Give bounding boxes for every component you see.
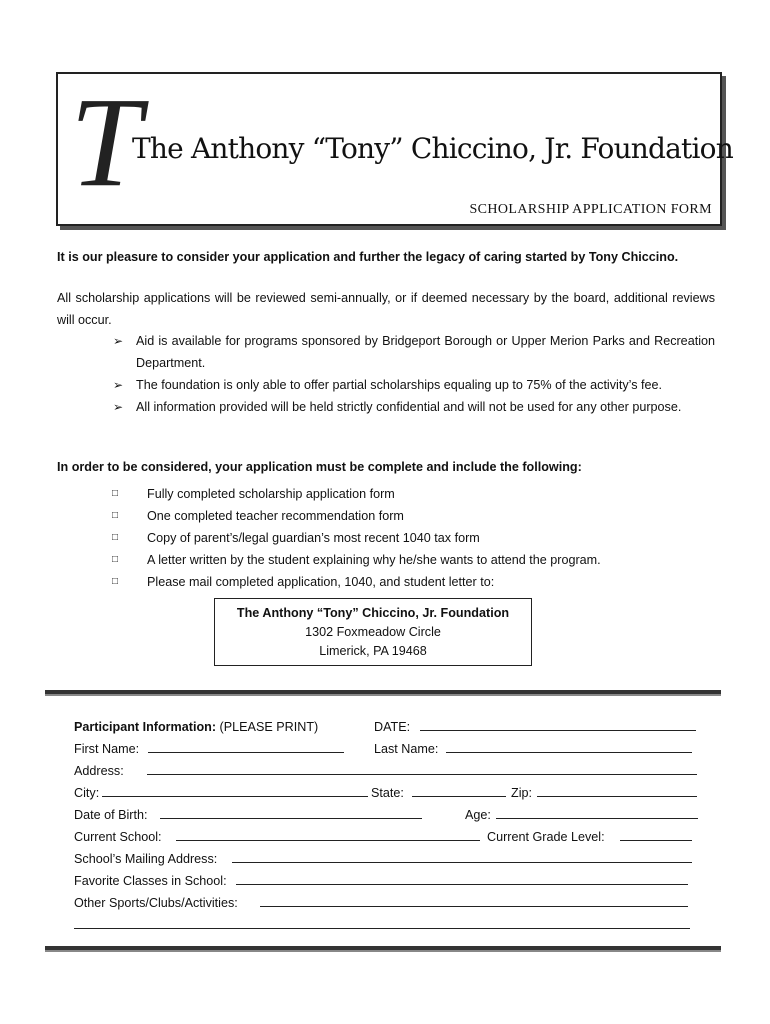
row-section-date xyxy=(74,716,704,738)
arrow-bullet-icon: ➢ xyxy=(113,334,124,348)
first-name-field[interactable] xyxy=(148,738,344,753)
decorative-initial: T xyxy=(70,71,142,213)
row-school-address xyxy=(74,848,704,870)
row-other-activities xyxy=(74,892,704,914)
current-school-field[interactable] xyxy=(176,826,480,841)
participant-form xyxy=(74,716,704,936)
zip-field[interactable] xyxy=(537,782,697,797)
row-favorite-classes xyxy=(74,870,704,892)
school-mailing-address-label: School’s Mailing Address: xyxy=(74,852,218,866)
address-name: The Anthony “Tony” Chiccino, Jr. Foundation xyxy=(236,606,510,620)
section-divider-top xyxy=(45,690,721,694)
grade-level-label: Current Grade Level: xyxy=(487,830,605,844)
favorite-classes-field[interactable] xyxy=(236,870,688,885)
section-note: (PLEASE PRINT) xyxy=(219,720,319,734)
row-names xyxy=(74,738,704,760)
checkbox-icon: □ xyxy=(112,554,119,565)
row-city-state-zip xyxy=(74,782,704,804)
section-divider-bottom xyxy=(45,946,721,950)
requirement-item: □ Copy of parent’s/legal guardian’s most recent 1040 tax form xyxy=(112,527,601,549)
address-field[interactable] xyxy=(147,760,697,775)
checkbox-icon: □ xyxy=(112,532,119,543)
requirement-item: □ A letter written by the student explaining why he/she wants to attend the program. xyxy=(112,549,601,571)
row-school xyxy=(74,826,704,848)
last-name-field[interactable] xyxy=(446,738,692,753)
address-street: 1302 Foxmeadow Circle xyxy=(305,625,441,639)
bullet-item: ➢ Aid is available for programs sponsored by Bridgeport Borough or Upper Merion Parks and Recreation Department. xyxy=(113,330,715,374)
current-school-label: Current School: xyxy=(74,830,162,844)
zip-label: Zip: xyxy=(511,786,532,800)
state-field[interactable] xyxy=(412,782,506,797)
state-label: State: xyxy=(371,786,404,800)
intro-text: It is our pleasure to consider your application and further the legacy of caring started by Tony Chiccino. xyxy=(57,250,679,264)
bullet-item: ➢ All information provided will be held strictly confidential and will not be used for any other purpose. xyxy=(113,396,715,418)
other-activities-field[interactable] xyxy=(260,892,688,907)
arrow-bullet-icon: ➢ xyxy=(113,400,124,414)
header-box xyxy=(56,71,733,226)
favorite-classes-label: Favorite Classes in School: xyxy=(74,874,227,888)
info-bullets xyxy=(113,330,715,418)
other-activities-label: Other Sports/Clubs/Activities: xyxy=(74,896,238,910)
requirement-item: □ Fully completed scholarship application form xyxy=(112,483,601,505)
first-name-label: First Name: xyxy=(74,742,140,756)
date-label: DATE: xyxy=(374,720,411,734)
review-paragraph: All scholarship applications will be reviewed semi-annually, or if deemed necessary by the board, additional reviews will occur. xyxy=(57,291,715,327)
row-dob-age xyxy=(74,804,704,826)
section-label: Participant Information: xyxy=(74,720,217,734)
dob-field[interactable] xyxy=(160,804,422,819)
foundation-title: The Anthony “Tony” Chiccino, Jr. Foundation xyxy=(132,132,733,165)
school-mailing-address-field[interactable] xyxy=(232,848,692,863)
checkbox-icon: □ xyxy=(112,576,119,587)
city-field[interactable] xyxy=(102,782,368,797)
dob-label: Date of Birth: xyxy=(74,808,148,822)
checkbox-icon: □ xyxy=(112,510,119,521)
row-address xyxy=(74,760,704,782)
row-extra-line xyxy=(74,914,704,936)
bullet-item: ➢ The foundation is only able to offer partial scholarships equaling up to 75% of the activity’s fee. xyxy=(113,374,715,396)
arrow-bullet-icon: ➢ xyxy=(113,378,124,392)
address-city: Limerick, PA 19468 xyxy=(319,644,427,658)
age-field[interactable] xyxy=(496,804,698,819)
form-label: SCHOLARSHIP APPLICATION FORM xyxy=(469,202,712,217)
address-label: Address: xyxy=(74,764,124,778)
age-label: Age: xyxy=(465,808,491,822)
requirement-item: □ One completed teacher recommendation form xyxy=(112,505,601,527)
date-field[interactable] xyxy=(420,716,696,731)
checkbox-icon: □ xyxy=(112,488,119,499)
city-label: City: xyxy=(74,786,100,800)
grade-level-field[interactable] xyxy=(620,826,692,841)
requirements-heading: In order to be considered, your application must be complete and include the following: xyxy=(57,460,582,474)
mailing-address-box xyxy=(214,598,532,666)
requirements-list xyxy=(112,483,601,593)
last-name-label: Last Name: xyxy=(374,742,439,756)
requirement-item: □ Please mail completed application, 1040, and student letter to: xyxy=(112,571,601,593)
other-activities-continued-field[interactable] xyxy=(74,914,690,929)
